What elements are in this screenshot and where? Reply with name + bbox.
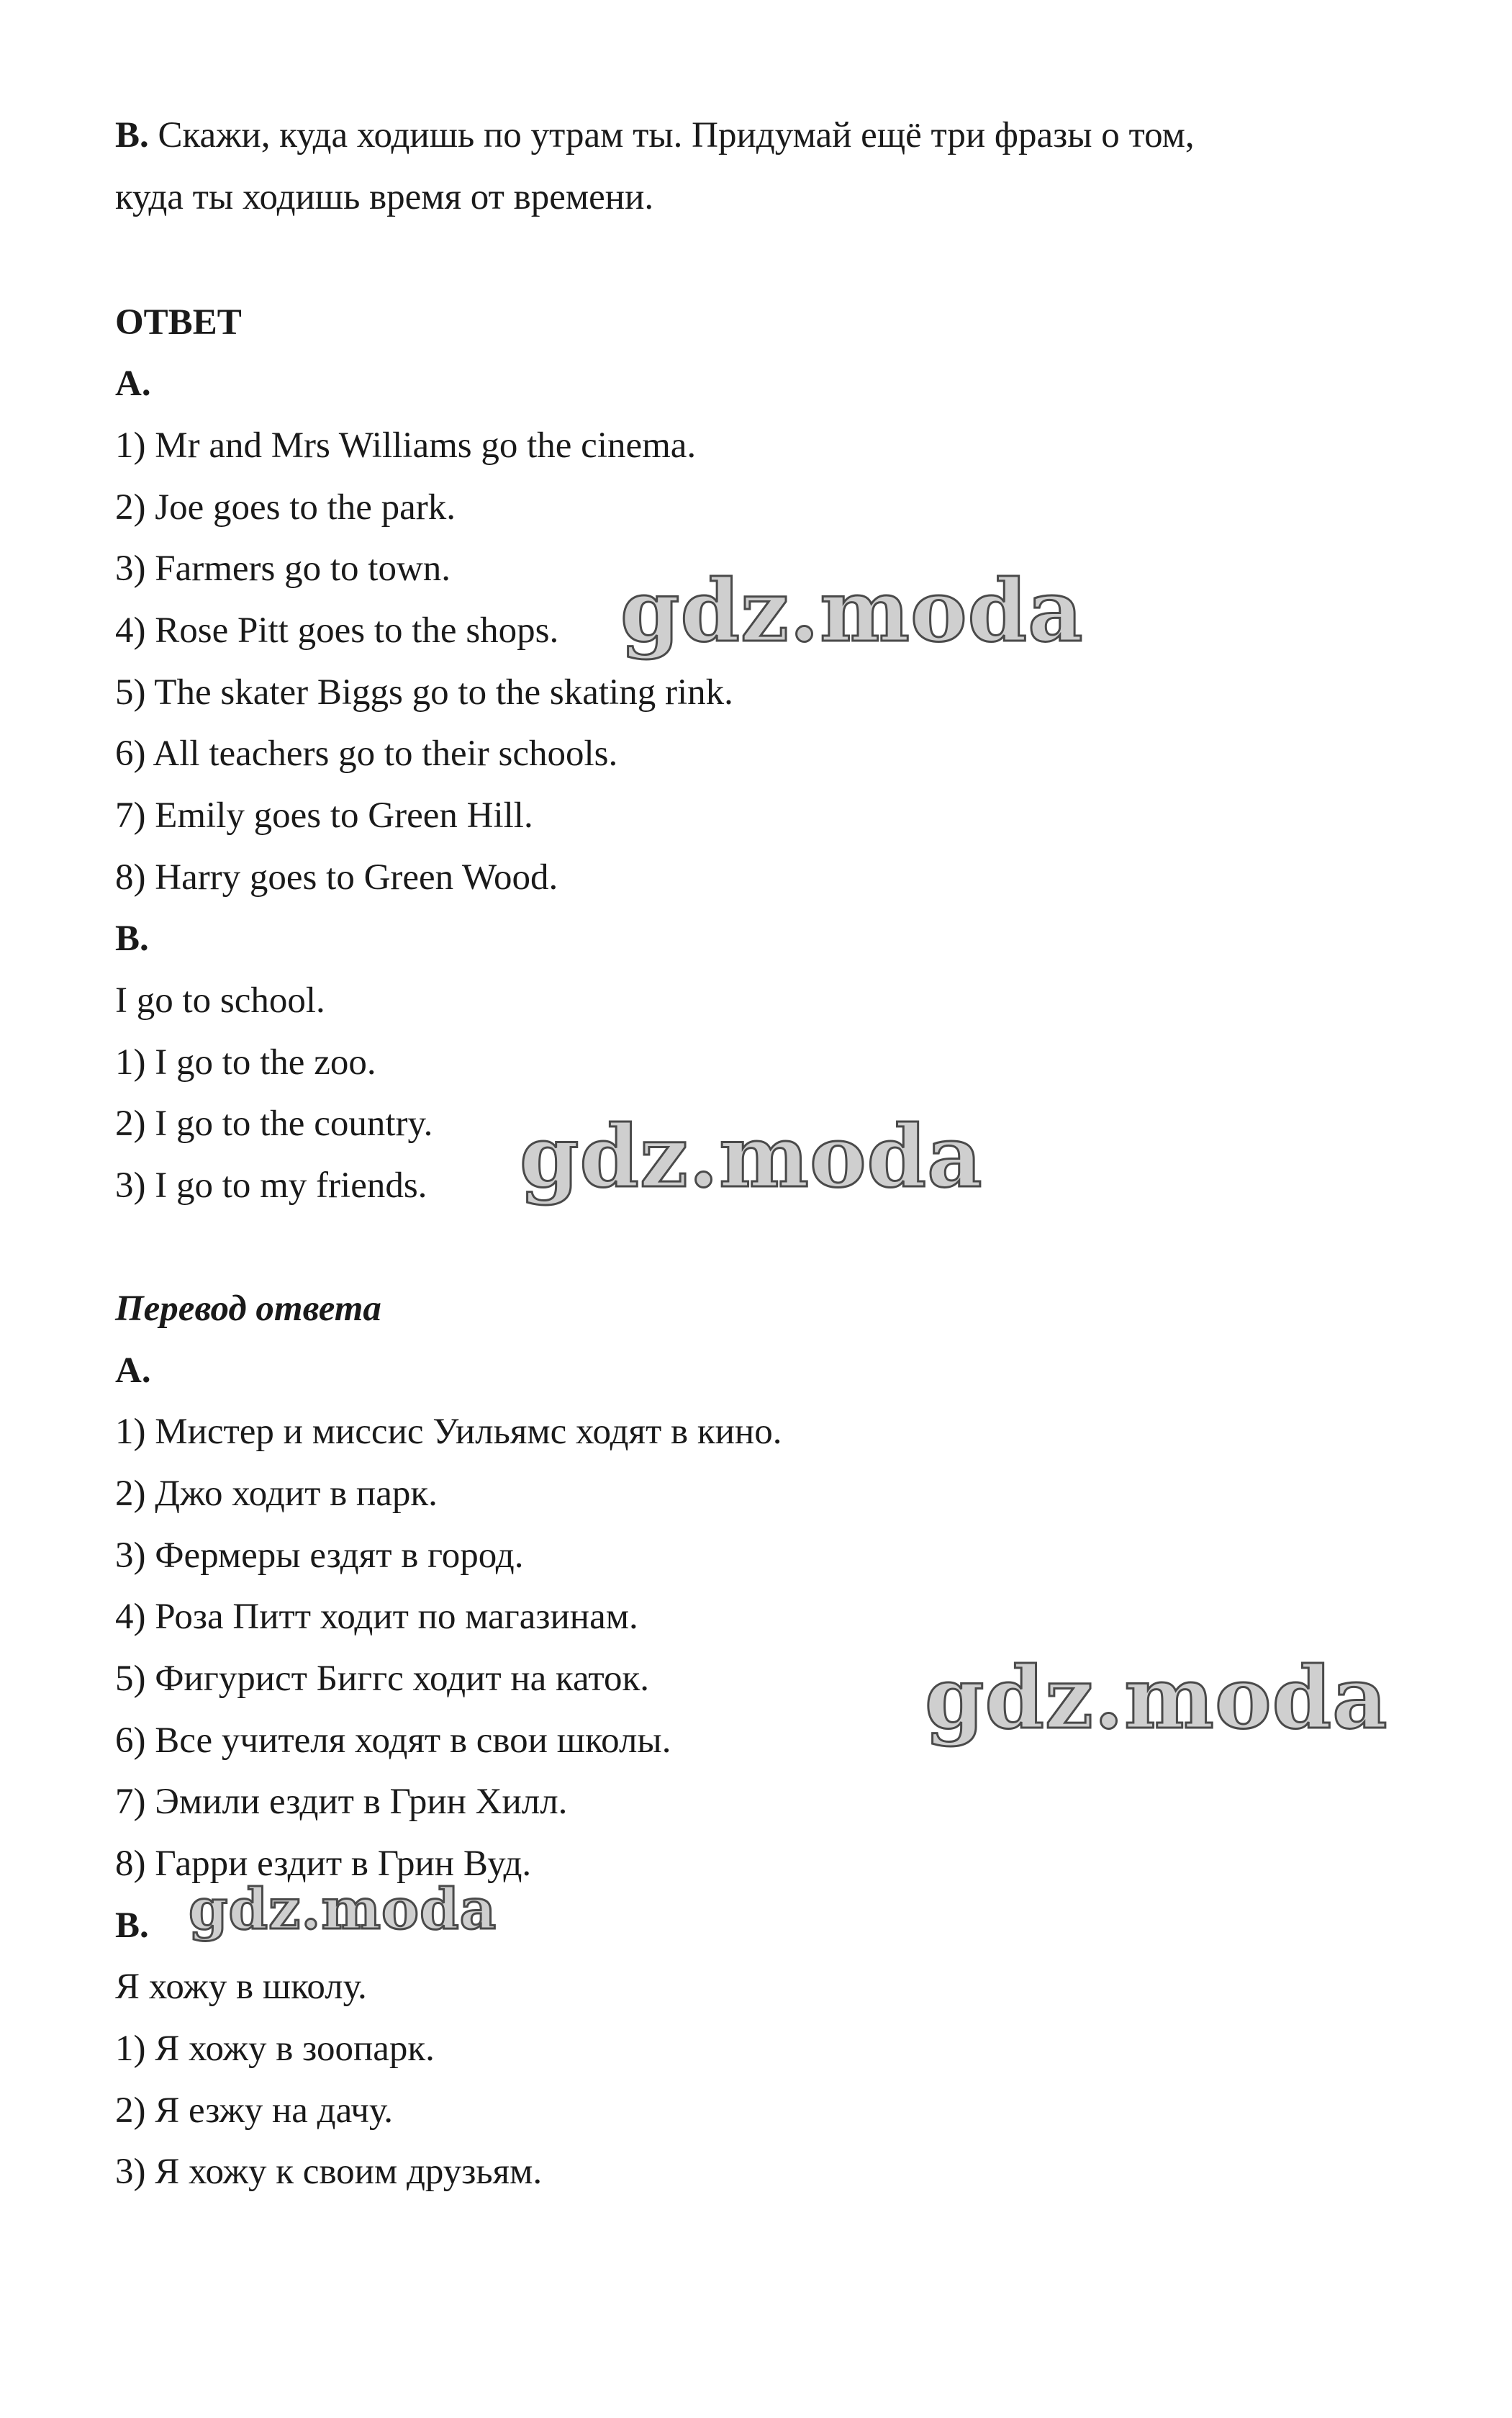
task-line-1: [115, 114, 1195, 157]
answer-heading: ОТВЕТ: [115, 302, 242, 343]
watermark: gdz.moda: [189, 1877, 497, 1942]
translation-b-item: 3) Я хожу к своим друзьям.: [115, 2152, 543, 2192]
translation-a-item: 3) Фермеры ездят в город.: [115, 1535, 524, 1576]
translation-a-item: 8) Гарри ездит в Грин Вуд.: [115, 1844, 532, 1884]
watermark: gdz.moda: [620, 561, 1084, 661]
watermark: gdz.moda: [925, 1648, 1388, 1748]
answer-b-intro: I go to school.: [115, 980, 325, 1021]
answer-b-item: 2) I go to the country.: [115, 1104, 433, 1144]
translation-b-item: 1) Я хожу в зоопарк.: [115, 2029, 435, 2069]
answer-a-item: 4) Rose Pitt goes to the shops.: [115, 610, 559, 651]
translation-a-item: 4) Роза Питт ходит по магазинам.: [115, 1597, 638, 1637]
translation-a-item: 5) Фигурист Биггс ходит на каток.: [115, 1659, 650, 1699]
translation-heading: Перевод ответа: [115, 1289, 381, 1329]
answer-b-item: 3) I go to my friends.: [115, 1165, 427, 1206]
translation-a-item: 7) Эмили ездит в Грин Хилл.: [115, 1782, 568, 1822]
answer-a-item: 5) The skater Biggs go to the skating rink.: [115, 672, 733, 713]
translation-a-item: 6) Все учителя ходят в свои школы.: [115, 1720, 671, 1761]
answer-b-label: B.: [115, 919, 149, 959]
task-label: B.: [115, 115, 149, 155]
answer-a-item: 3) Farmers go to town.: [115, 549, 451, 589]
answer-b-item: 1) I go to the zoo.: [115, 1042, 376, 1083]
answer-a-item: 8) Harry goes to Green Wood.: [115, 857, 558, 898]
translation-b-label: B.: [115, 1905, 149, 1946]
answer-a-item: 1) Mr and Mrs Williams go the cinema.: [115, 425, 697, 466]
translation-a-label: A.: [115, 1350, 151, 1391]
answer-a-item: 7) Emily goes to Green Hill.: [115, 795, 533, 836]
task-text-1: Скажи, куда ходишь по утрам ты. Придумай ещё три фразы о том,: [158, 115, 1195, 155]
answer-a-label: A.: [115, 364, 151, 404]
translation-a-item: 1) Мистер и миссис Уильямс ходят в кино.: [115, 1412, 782, 1452]
answer-a-item: 2) Joe goes to the park.: [115, 487, 456, 528]
translation-a-item: 2) Джо ходит в парк.: [115, 1474, 438, 1514]
translation-b-item: 2) Я езжу на дачу.: [115, 2090, 393, 2131]
task-line-2: куда ты ходишь время от времени.: [115, 177, 654, 217]
answer-a-item: 6) All teachers go to their schools.: [115, 734, 618, 774]
watermark: gdz.moda: [520, 1106, 983, 1206]
translation-b-intro: Я хожу в школу.: [115, 1967, 367, 2007]
